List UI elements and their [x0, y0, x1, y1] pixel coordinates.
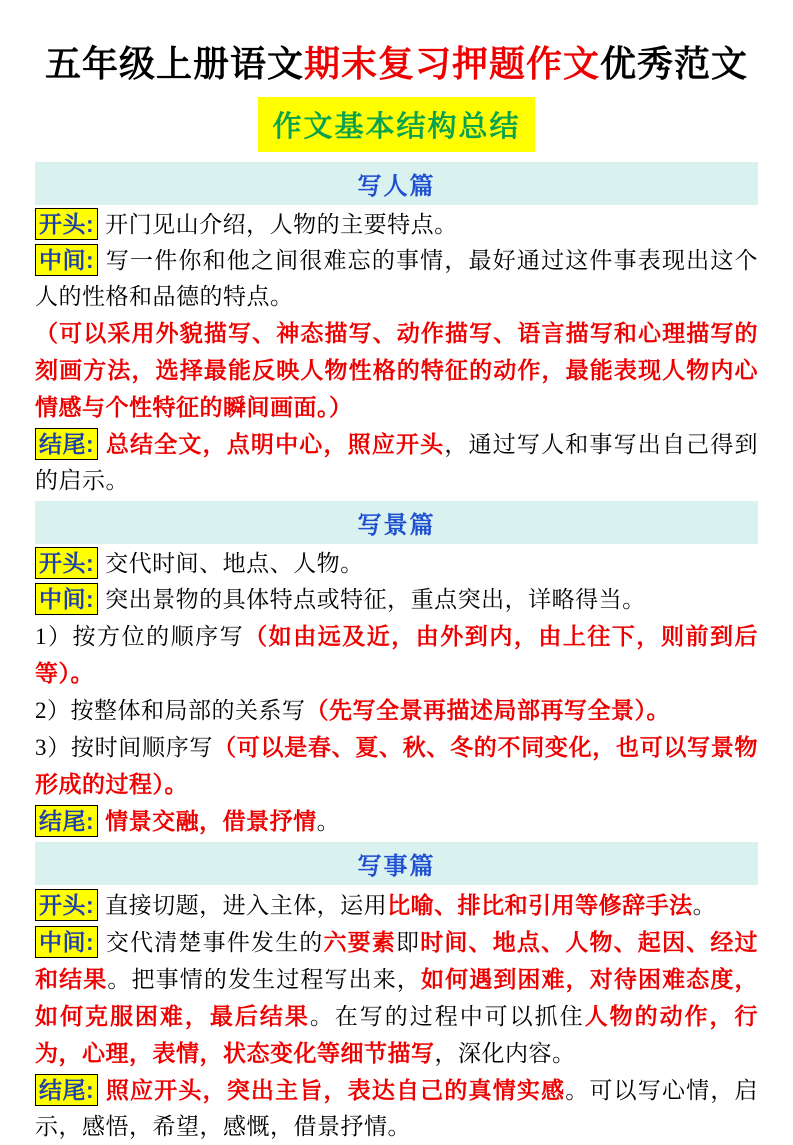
section-header: 写人篇	[35, 162, 758, 205]
paragraph	[35, 426, 758, 499]
title-part-highlighted: 期末复习押题作文	[303, 44, 600, 84]
text-run: 。	[316, 809, 341, 834]
paragraph	[35, 582, 758, 618]
title-part-trailing: 优秀范文	[600, 44, 749, 84]
paragraph	[35, 243, 758, 315]
text-run: 3）按时间顺序写	[35, 735, 214, 760]
text-run: 如何遇到困难，对待困难态度，如何克服困难，最后结果	[35, 966, 759, 1029]
text-run: 照应开头，突出主旨，表达自己的真情实感	[105, 1077, 566, 1103]
text-run: 即	[396, 930, 421, 955]
text-run: 直接切题，进入主体，运用	[105, 893, 388, 918]
text-run: 。把事情的发生过程写出来，	[107, 967, 421, 992]
stage-label: 中间:	[35, 244, 98, 276]
stage-label: 开头:	[35, 208, 98, 240]
title-part-leading: 五年级上册语文	[44, 44, 304, 84]
text-run: 。可以写心情，启示，感悟，希望，感慨，借景抒情。	[35, 1078, 759, 1139]
stage-label: 结尾:	[35, 805, 98, 837]
text-run: 总结全文，点明中心，照应开头	[105, 431, 445, 457]
paragraph	[35, 207, 758, 243]
text-run: 。在写的过程中可以抓住	[309, 1004, 585, 1029]
text-run: 人物的动作，行为，心理，表情，状态变化等细节描写	[35, 1003, 759, 1066]
stage-label: 中间:	[35, 926, 98, 958]
text-run: 突出景物的具体特点或特征，重点突出，详略得当。	[105, 587, 646, 612]
paragraph	[35, 692, 758, 729]
subtitle-highlight: 作文基本结构总结	[258, 97, 534, 152]
section-header: 写景篇	[35, 501, 758, 544]
text-run: ，通过写人和事写出自己得到的启示。	[35, 432, 759, 493]
text-run: 交代时间、地点、人物。	[105, 551, 364, 576]
text-run: 六要素	[323, 929, 397, 955]
stage-label: 开头:	[35, 547, 98, 579]
text-run: 写一件你和他之间很难忘的事情，最好通过这件事表现出这个人的性格和品德的特点。	[35, 248, 758, 309]
text-run: （先写全景再描述局部再写全景）。	[305, 697, 670, 723]
page-title	[35, 42, 758, 87]
stage-label: 结尾:	[35, 428, 98, 460]
text-run: 情景交融，借景抒情	[105, 808, 317, 834]
stage-label: 中间:	[35, 583, 98, 615]
paragraph	[35, 887, 758, 924]
stage-label: 结尾:	[35, 1074, 98, 1106]
text-run: 1）按方位的顺序写	[35, 624, 245, 649]
text-run: （如由远及近，由外到内，由上往下，则前到后等）。	[35, 623, 759, 686]
paragraph	[35, 729, 758, 803]
text-run: （可以采用外貌描写、神态描写、动作描写、语言描写和心理描写的刻画方法，选择最能反映人物性格的特征的动作，最能表现人物内心情感与个性特征的瞬间画面。）	[35, 320, 758, 420]
paragraph	[35, 1072, 758, 1145]
subtitle-row	[35, 97, 758, 152]
text-run: 时间、地点、人物、起因、经过和结果	[35, 929, 759, 992]
paragraph	[35, 546, 758, 582]
text-run: 2）按整体和局部的关系写	[35, 698, 306, 723]
text-run: 。	[692, 893, 717, 918]
paragraph	[35, 315, 758, 426]
paragraph	[35, 924, 758, 1072]
text-run: （可以是春、夏、秋、冬的不同变化，也可以写景物形成的过程）。	[35, 734, 759, 797]
text-run: 开门见山介绍，人物的主要特点。	[105, 212, 458, 237]
paragraph	[35, 803, 758, 840]
text-run: 交代清楚事件发生的	[105, 930, 324, 955]
text-run: 比喻、排比和引用等修辞手法	[387, 892, 693, 918]
stage-label: 开头:	[35, 889, 98, 921]
paragraph	[35, 618, 758, 692]
section-header: 写事篇	[35, 842, 758, 885]
text-run: ，深化内容。	[434, 1041, 576, 1066]
sections-container	[35, 162, 758, 1145]
